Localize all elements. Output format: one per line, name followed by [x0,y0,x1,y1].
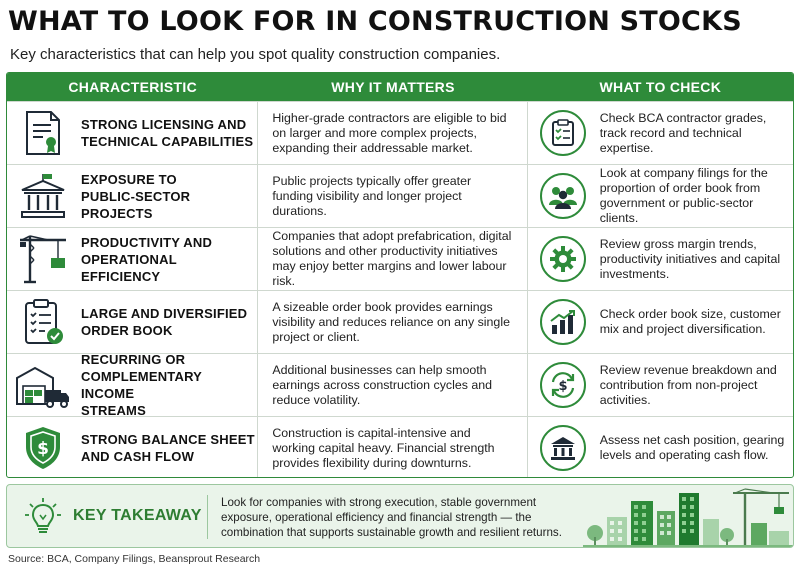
column-header-check: WHAT TO CHECK [599,79,722,95]
why-cell: Companies that adopt prefabrication, digital solutions and other productivity initiatives may enjoy better margins and lower labour risk. [258,228,527,290]
government-building-icon [11,170,75,222]
characteristic-cell [7,102,258,164]
check-text: Review gross margin trends, productivity initiatives and capital investments. [599,236,781,281]
table-row [7,227,793,290]
characteristic-label: STRONG LICENSING AND TECHNICAL CAPABILITIES [81,117,254,149]
page-subtitle: Key characteristics that can help you spot quality construction companies. [10,46,501,63]
characteristic-cell [7,165,258,227]
check-text: Check BCA contractor grades, track record and technical expertise. [599,110,767,155]
characteristic-label: STRONG BALANCE SHEET AND CASH FLOW [81,432,255,464]
check-cell [528,102,793,164]
people-group-icon [540,173,586,219]
crane-icon [11,233,75,285]
why-cell: Public projects typically offer greater funding visibility and longer project durations. [258,165,527,227]
page-title: WHAT TO LOOK FOR IN CONSTRUCTION STOCKS [8,6,742,37]
bar-chart-icon [540,299,586,345]
table-row [7,353,793,416]
svg-text:$: $ [37,439,49,459]
characteristic-label: LARGE AND DIVERSIFIED ORDER BOOK [81,306,248,338]
lightbulb-icon [23,497,63,537]
check-cell [528,228,793,290]
checklist-icon [540,110,586,156]
dollar-shield-icon [11,422,75,474]
check-text: Look at company filings for the proportion of order book from government or public-sector clients. [599,166,768,225]
table-row [7,164,793,227]
why-cell: Higher-grade contractors are eligible to bid on larger and more complex projects, expanding their addressable market. [258,102,527,164]
characteristic-cell [7,354,258,416]
check-text: Review revenue breakdown and contribution from non-project activities. [599,362,777,407]
check-text: Check order book size, customer mix and project diversification. [599,307,781,336]
gear-icon [540,236,586,282]
table-row [7,101,793,164]
certificate-icon [11,107,75,159]
column-header-why: WHY IT MATTERS [331,79,455,95]
key-takeaway-box [6,484,794,548]
characteristic-label: EXPOSURE TO PUBLIC-SECTOR PROJECTS [81,171,191,221]
characteristic-cell [7,228,258,290]
table-row [7,416,793,478]
why-cell: Additional businesses can help smooth earnings across construction cycles and reduce volatility. [258,354,527,416]
svg-text:$: $ [558,379,568,394]
city-skyline-icon [583,487,793,547]
takeaway-divider [207,495,208,539]
characteristic-cell [7,291,258,353]
source-note: Source: BCA, Company Filings, Beansprout Research [8,553,261,565]
characteristic-label: RECURRING OR COMPLEMENTARY INCOME STREAMS [81,352,202,418]
table-row [7,290,793,353]
bank-icon [540,425,586,471]
check-cell [528,291,793,353]
characteristics-table [6,72,794,478]
takeaway-text: Look for companies with strong execution, stable government exposure, operational efficiency and financial strength — the combination that supports sustainable growth and resilient returns. [221,496,562,539]
why-cell: Construction is capital-intensive and working capital heavy. Financial strength provides flexibility during downturns. [258,417,527,478]
column-header-characteristic: CHARACTERISTIC [68,79,197,95]
check-cell [528,354,793,416]
recurring-dollar-icon [540,362,586,408]
check-cell [528,165,793,227]
characteristic-cell [7,417,258,478]
clipboard-check-icon [11,296,75,348]
why-cell: A sizeable order book provides earnings visibility and reduces reliance on any single project or client. [258,291,527,353]
takeaway-title: KEY TAKEAWAY [73,507,202,524]
table-header [7,73,793,101]
check-text: Assess net cash position, gearing levels and operating cash flow. [599,433,785,462]
warehouse-truck-icon [11,359,75,411]
characteristic-label: PRODUCTIVITY AND OPERATIONAL EFFICIENCY [81,234,213,284]
check-cell [528,417,793,478]
